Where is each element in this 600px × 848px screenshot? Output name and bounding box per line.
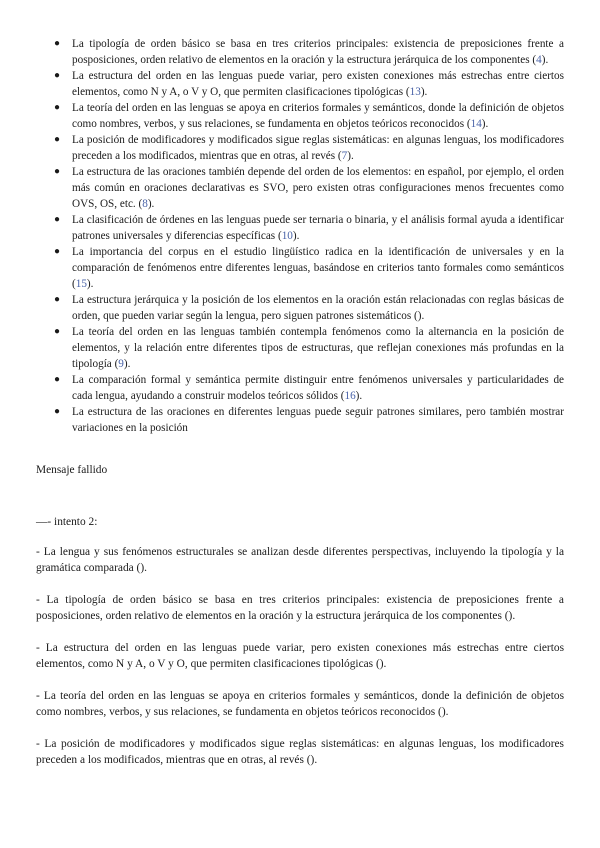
citation-link[interactable]: 16 — [344, 390, 356, 402]
bullet-item: ● La teoría del orden en las lenguas también contempla fenómenos como la alternancia en la posición de elementos, y la relación entre diferentes tipos de estructuras, que reflejan conexiones más profundas en la tipología (9). — [54, 326, 564, 370]
attempt-paragraph: - La teoría del orden en las lenguas se apoya en criterios formales y semánticos, donde la definición de objetos como nombres, verbos, y sus relaciones, se fundamenta en objetos teóricos reconocidos (). — [36, 690, 564, 718]
bullet-text: La estructura jerárquica y la posición de los elementos en la oración están relacionadas con reglas básicas de orden, que pueden variar según la lengua, pero siguen patrones sistemáticos (). — [72, 294, 564, 322]
citation-link[interactable]: 13 — [409, 86, 421, 98]
bullet-text: La teoría del orden en las lenguas se apoya en criterios formales y semánticos, donde la definición de objetos como nombres, verbos, y sus relaciones, se fundamenta en objetos teóricos reconocidos ( — [72, 102, 564, 130]
bullet-item: ● La estructura del orden en las lenguas puede variar, pero existen conexiones más estrechas entre ciertos elementos, como N y A, o V y O, que permiten clasificaciones tipológicas (13). — [54, 70, 564, 98]
bullet-item: ● La estructura de las oraciones también depende del orden de los elementos: en español, por ejemplo, el orden más común en oraciones declarativas es SVO, pero existen otras configuraciones menos frecuentes como OVS, OS, etc. (8). — [54, 166, 564, 210]
bullet-dot-icon: ● — [54, 166, 61, 177]
summary-bullet-list — [54, 36, 564, 436]
bullet-dot-icon: ● — [54, 406, 61, 417]
status-message: Mensaje fallido — [36, 464, 108, 476]
bullet-dot-icon: ● — [54, 374, 61, 385]
bullet-text: La clasificación de órdenes en las lenguas puede ser ternaria o binaria, y el análisis formal ayuda a identificar patrones universales y diferencias específicas ( — [72, 214, 564, 242]
citation-link[interactable]: 14 — [470, 118, 482, 130]
citation-link[interactable]: 15 — [75, 278, 87, 290]
bullet-dot-icon: ● — [54, 326, 61, 337]
bullet-item: ● La comparación formal y semántica permite distinguir entre fenómenos universales y particularidades de cada lengua, ayudando a construir modelos teóricos sólidos (16). — [54, 374, 564, 402]
attempt-paragraph: - La estructura del orden en las lenguas puede variar, pero existen conexiones más estrechas entre ciertos elementos, como N y A, o V y O, que permiten clasificaciones tipológicas (). — [36, 642, 564, 670]
bullet-text: La tipología de orden básico se basa en tres criterios principales: existencia de preposiciones frente a posposiciones, orden relativo de elementos en la oración y la estructura jerárquica de los componentes ( — [72, 38, 564, 66]
bullet-dot-icon: ● — [54, 294, 61, 305]
attempt-paragraph: - La tipología de orden básico se basa en tres criterios principales: existencia de preposiciones frente a posposiciones, orden relativo de elementos en la oración y la estructura jerárquica de los componentes (). — [36, 594, 564, 622]
bullet-dot-icon: ● — [54, 246, 61, 257]
bullet-item: ● La posición de modificadores y modificados sigue reglas sistemáticas: en algunas lenguas, los modificadores preceden a los modificados, mientras que en otras, al revés (7). — [54, 134, 564, 162]
bullet-text: La comparación formal y semántica permite distinguir entre fenómenos universales y particularidades de cada lengua, ayudando a construir modelos teóricos sólidos ( — [72, 374, 564, 402]
attempt-paragraph: - La lengua y sus fenómenos estructurales se analizan desde diferentes perspectivas, incluyendo la tipología y la gramática comparada (). — [36, 546, 564, 574]
bullet-text: La estructura de las oraciones también depende del orden de los elementos: en español, por ejemplo, el orden más común en oraciones declarativas es SVO, pero existen otras configuraciones menos frecuentes como OVS, OS, etc. ( — [72, 166, 564, 210]
bullet-dot-icon: ● — [54, 70, 61, 81]
bullet-text: La estructura de las oraciones en diferentes lenguas puede seguir patrones similares, pero también mostrar variaciones en la posición — [72, 406, 564, 434]
bullet-dot-icon: ● — [54, 38, 61, 49]
bullet-text: La teoría del orden en las lenguas también contempla fenómenos como la alternancia en la posición de elementos, y la relación entre diferentes tipos de estructuras, que reflejan conexiones más profundas en la tipología ( — [72, 326, 564, 370]
bullet-dot-icon: ● — [54, 102, 61, 113]
bullet-text: La estructura del orden en las lenguas puede variar, pero existen conexiones más estrechas entre ciertos elementos, como N y A, o V y O, que permiten clasificaciones tipológicas ( — [72, 70, 564, 98]
bullet-item: ● La tipología de orden básico se basa en tres criterios principales: existencia de preposiciones frente a posposiciones, orden relativo de elementos en la oración y la estructura jerárquica de los componentes (4). — [54, 38, 564, 66]
citation-link[interactable]: 10 — [281, 230, 293, 242]
bullet-item: ● La teoría del orden en las lenguas se apoya en criterios formales y semánticos, donde la definición de objetos como nombres, verbos, y sus relaciones, se fundamenta en objetos teóricos reconocidos (14). — [54, 102, 564, 130]
citation-link[interactable]: 8 — [142, 198, 148, 210]
attempt-heading: —- intento 2: — [36, 516, 98, 528]
bullet-item — [54, 404, 564, 436]
bullet-item — [54, 292, 564, 324]
bullet-dot-icon: ● — [54, 134, 61, 145]
citation-link[interactable]: 7 — [341, 150, 348, 162]
citation-link[interactable]: 4 — [536, 54, 542, 66]
bullet-text: La posición de modificadores y modificados sigue reglas sistemáticas: en algunas lenguas, los modificadores preceden a los modificados, mientras que en otras, al revés ( — [72, 134, 564, 162]
bullet-dot-icon: ● — [54, 214, 61, 225]
bullet-text: La importancia del corpus en el estudio lingüístico radica en la identificación de universales y en la comparación de fenómenos entre diferentes lenguas, basándose en criterios tanto formales como semánticos ( — [72, 246, 564, 290]
citation-link[interactable]: 9 — [118, 358, 124, 370]
bullet-item: ● La clasificación de órdenes en las lenguas puede ser ternaria o binaria, y el análisis formal ayuda a identificar patrones universales y diferencias específicas (10). — [54, 214, 564, 242]
attempt-paragraph: - La posición de modificadores y modificados sigue reglas sistemáticas: en algunas lenguas, los modificadores preceden a los modificados, mientras que en otras, al revés (). — [36, 738, 564, 766]
bullet-item: ● La importancia del corpus en el estudio lingüístico radica en la identificación de universales y en la comparación de fenómenos entre diferentes lenguas, basándose en criterios tanto formales como semánticos (15). — [54, 246, 564, 290]
